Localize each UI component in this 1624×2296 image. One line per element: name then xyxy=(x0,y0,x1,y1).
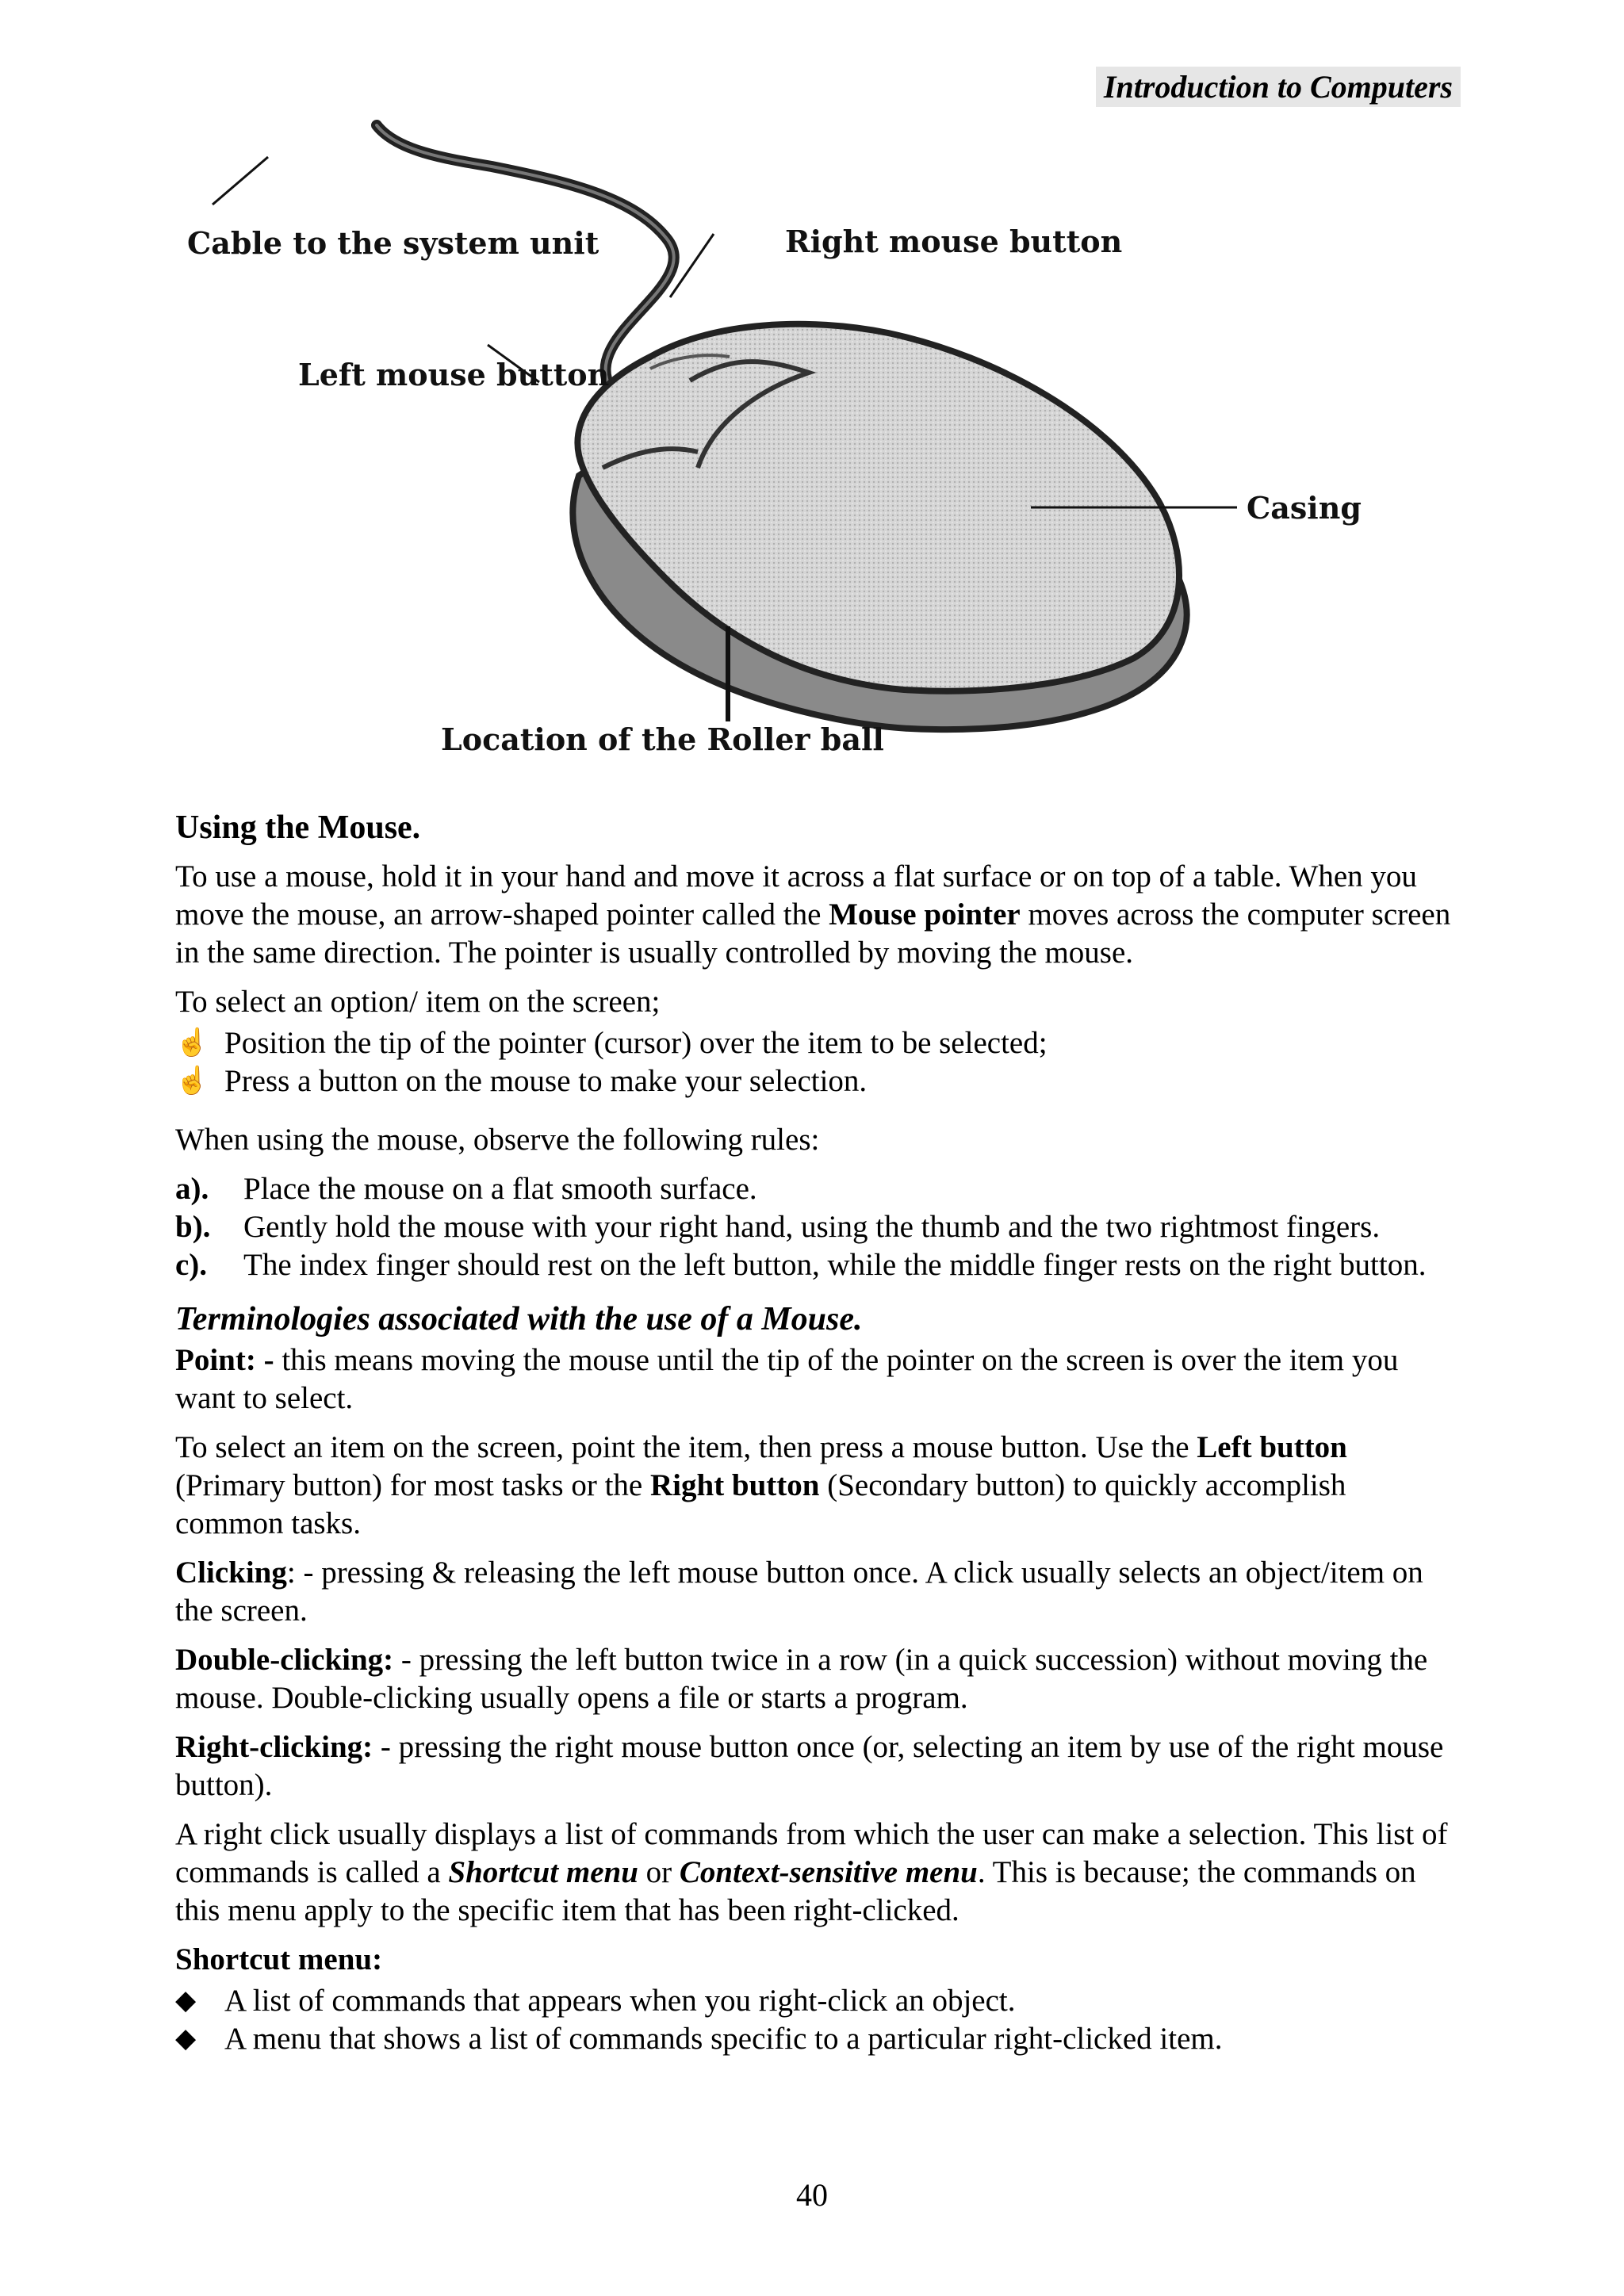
term-right-clicking: Right-clicking: - pressing the right mouse button once (or, selecting an item by use of the right mouse button). xyxy=(175,1730,1444,1802)
section-heading-terms: Terminologies associated with the use of a Mouse. xyxy=(175,1301,863,1337)
select-steps-list xyxy=(175,1024,1460,1100)
label-cable: Cable to the system unit xyxy=(187,225,599,261)
shortcut-heading: Shortcut menu: xyxy=(175,1942,383,1976)
list-item: a). Place the mouse on a flat smooth surface. xyxy=(175,1172,757,1206)
list-item: b). Gently hold the mouse with your right hand, using the thumb and the two rightmost fingers. xyxy=(175,1210,1381,1244)
list-item: ☝ Press a button on the mouse to make your selection. xyxy=(175,1062,1460,1100)
shortcut-list xyxy=(175,1982,1460,2058)
mouse-illustration xyxy=(159,119,1396,769)
label-right-button: Right mouse button xyxy=(785,224,1123,259)
label-left-button: Left mouse button xyxy=(298,357,610,392)
cable-leader xyxy=(213,157,268,205)
pointing-hand-icon: ☝ xyxy=(175,1028,209,1058)
diamond-bullet-icon: ◆ xyxy=(175,1986,197,2015)
label-roller: Location of the Roller ball xyxy=(441,721,884,757)
rules-list xyxy=(175,1170,1460,1284)
select-item-paragraph: To select an item on the screen, point the item, then press a mouse button. Use the Left button (Primary button) for most tasks or the Right button (Secondary button) to quickly accomplish common tasks. xyxy=(175,1430,1347,1540)
term-double-clicking: Double-clicking: - pressing the left button twice in a row (in a quick succession) without moving the mouse. Double-clicking usually opens a file or starts a program. xyxy=(175,1643,1428,1715)
rules-intro: When using the mouse, observe the following rules: xyxy=(175,1123,820,1157)
diamond-bullet-icon: ◆ xyxy=(175,2024,197,2053)
select-intro: To select an option/ item on the screen; xyxy=(175,985,661,1019)
section-heading-using: Using the Mouse. xyxy=(175,809,421,846)
list-item: ☝ Position the tip of the pointer (cursor) over the item to be selected; xyxy=(175,1024,1460,1062)
right-click-paragraph: A right click usually displays a list of commands from which the user can make a selection. This list of commands is called a Shortcut menu or Context-sensitive menu. This is because; the commands on this menu apply to the specific item that has been right-clicked. xyxy=(175,1817,1448,1927)
list-item: ◆ A list of commands that appears when you right-click an object. xyxy=(175,1982,1460,2020)
page-number: 40 xyxy=(796,2177,828,2213)
mouse-diagram xyxy=(159,119,1396,769)
term-clicking: Clicking: - pressing & releasing the left mouse button once. A click usually selects an object/item on the screen. xyxy=(175,1556,1423,1628)
using-paragraph: To use a mouse, hold it in your hand and move it across a flat surface or on top of a table. When you move the mouse, an arrow-shaped pointer called the Mouse pointer moves across the computer screen in the same direction. The pointer is usually controlled by moving the mouse. xyxy=(175,859,1451,970)
list-item: ◆ A menu that shows a list of commands specific to a particular right-clicked item. xyxy=(175,2020,1460,2058)
term-point: Point: - this means moving the mouse until the tip of the pointer on the screen is over the item you want to select. xyxy=(175,1343,1399,1415)
running-header: Introduction to Computers xyxy=(1096,67,1461,107)
pointing-hand-icon: ☝ xyxy=(175,1066,209,1096)
list-item: c). The index finger should rest on the left button, while the middle finger rests on the right button. xyxy=(175,1248,1427,1282)
label-casing: Casing xyxy=(1247,490,1362,526)
body-text xyxy=(175,809,1460,2079)
